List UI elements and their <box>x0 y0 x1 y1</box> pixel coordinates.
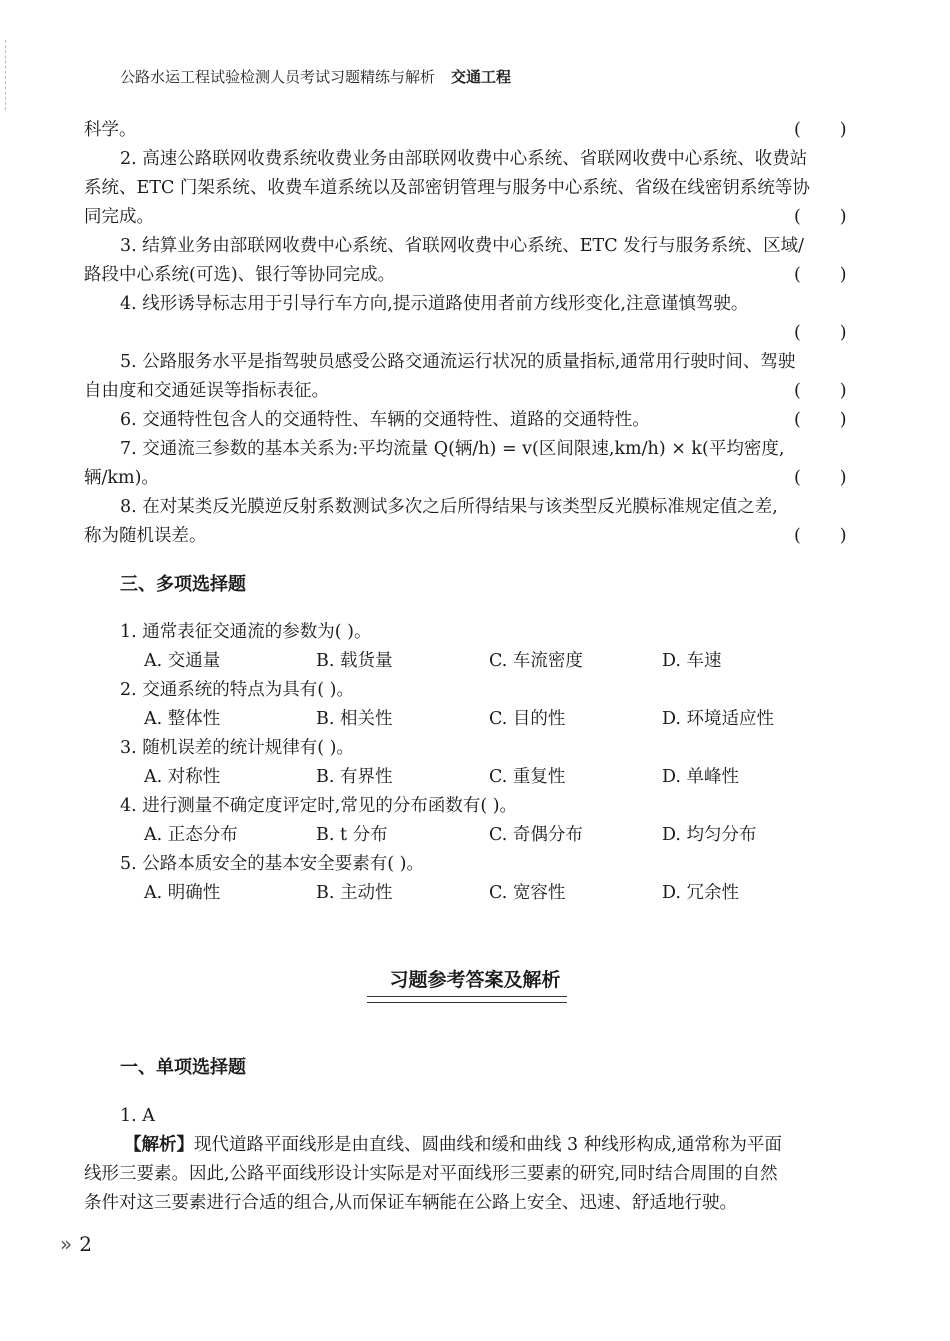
answer-paren: ( ) <box>794 323 847 343</box>
answer-paren: ( ) <box>794 526 847 546</box>
analysis-line3: 条件对这三要素进行合适的组合,从而保证车辆能在公路上安全、迅速、舒适地行驶。 <box>84 1193 738 1213</box>
mq3-option-c: C. 重复性 <box>489 767 566 787</box>
q6-line1: 6. 交通特性包含人的交通特性、车辆的交通特性、道路的交通特性。 <box>120 410 650 430</box>
page-number <box>60 1232 92 1256</box>
answer-paren: ( ) <box>794 120 847 140</box>
answer-paren: ( ) <box>794 410 847 430</box>
answer-paren: ( ) <box>794 468 847 488</box>
q7-line2: 辆/km)。 <box>84 468 159 488</box>
q8-line1: 8. 在对某类反光膜逆反射系数测试多次之后所得结果与该类型反光膜标准规定值之差, <box>120 497 778 517</box>
title-double-rule <box>367 996 567 1003</box>
mq5-option-a: A. 明确性 <box>144 883 221 903</box>
answers-title: 习题参考答案及解析 <box>389 969 561 991</box>
mq2-stem: 2. 交通系统的特点为具有( )。 <box>120 680 354 700</box>
analysis-line2: 线形三要素。因此,公路平面线形设计实际是对平面线形三要素的研究,同时结合周围的自然 <box>84 1164 778 1184</box>
answer-1: 1. A <box>120 1106 155 1126</box>
mq1-stem: 1. 通常表征交通流的参数为( )。 <box>120 622 372 642</box>
mq3-option-a: A. 对称性 <box>144 767 221 787</box>
running-header <box>120 66 511 87</box>
q2-line3: 同完成。 <box>84 207 154 227</box>
mq3-option-d: D. 单峰性 <box>662 767 740 787</box>
analysis-tag: 【解析】 <box>124 1135 194 1155</box>
section-title-single: 一、单项选择题 <box>120 1057 246 1078</box>
answer-paren: ( ) <box>794 207 847 227</box>
q4-line1: 4. 线形诱导标志用于引导行车方向,提示道路使用者前方线形变化,注意谨慎驾驶。 <box>120 294 749 314</box>
mq2-option-c: C. 目的性 <box>489 709 566 729</box>
mq2-option-b: B. 相关性 <box>316 709 393 729</box>
answer-paren: ( ) <box>794 265 847 285</box>
q3-line2: 路段中心系统(可选)、银行等协同完成。 <box>84 265 396 285</box>
mq2-option-d: D. 环境适应性 <box>662 709 775 729</box>
book-title: 公路水运工程试验检测人员考试习题精练与解析 <box>120 68 436 86</box>
mq4-option-b: B. t 分布 <box>316 825 388 845</box>
scan-edge-marks <box>5 40 8 110</box>
q2-line1: 2. 高速公路联网收费系统收费业务由部联网收费中心系统、省联网收费中心系统、收费站 <box>120 149 808 169</box>
mq5-option-c: C. 宽容性 <box>489 883 566 903</box>
q1-continuation: 科学。 <box>84 120 137 140</box>
mq1-option-a: A. 交通量 <box>144 651 221 671</box>
analysis-text-1: 现代道路平面线形是由直线、圆曲线和缓和曲线 3 种线形构成,通常称为平面 <box>194 1135 782 1155</box>
mq4-option-a: A. 正态分布 <box>144 825 238 845</box>
mq3-option-b: B. 有界性 <box>316 767 393 787</box>
mq4-option-d: D. 均匀分布 <box>662 825 757 845</box>
q7-line1: 7. 交通流三参数的基本关系为:平均流量 Q(辆/h) = v(区间限速,km/h) × k(平均密度, <box>120 439 785 459</box>
mq3-stem: 3. 随机误差的统计规律有( )。 <box>120 738 354 758</box>
mq1-option-d: D. 车速 <box>662 651 722 671</box>
q5-line2: 自由度和交通延误等指标表征。 <box>84 381 329 401</box>
mq5-option-b: B. 主动性 <box>316 883 393 903</box>
mq4-stem: 4. 进行测量不确定度评定时,常见的分布函数有( )。 <box>120 796 518 816</box>
q3-line1: 3. 结算业务由部联网收费中心系统、省联网收费中心系统、ETC 发行与服务系统、区域/ <box>120 236 805 256</box>
mq1-option-b: B. 载货量 <box>316 651 393 671</box>
mq5-stem: 5. 公路本质安全的基本安全要素有( )。 <box>120 854 424 874</box>
chevron-icon: » <box>60 1232 70 1256</box>
mq1-option-c: C. 车流密度 <box>489 651 583 671</box>
page-number-value: 2 <box>79 1232 92 1256</box>
q2-line2: 系统、ETC 门架系统、收费车道系统以及部密钥管理与服务中心系统、省级在线密钥系统等协 <box>84 178 810 198</box>
answer-paren: ( ) <box>794 381 847 401</box>
section-title-multi: 三、多项选择题 <box>120 574 246 595</box>
analysis-line1 <box>124 1133 782 1157</box>
subject-title: 交通工程 <box>451 68 512 86</box>
mq5-option-d: D. 冗余性 <box>662 883 740 903</box>
mq2-option-a: A. 整体性 <box>144 709 221 729</box>
q5-line1: 5. 公路服务水平是指驾驶员感受公路交通流运行状况的质量指标,通常用行驶时间、驾驶 <box>120 352 796 372</box>
q8-line2: 称为随机误差。 <box>84 526 207 546</box>
mq4-option-c: C. 奇偶分布 <box>489 825 583 845</box>
